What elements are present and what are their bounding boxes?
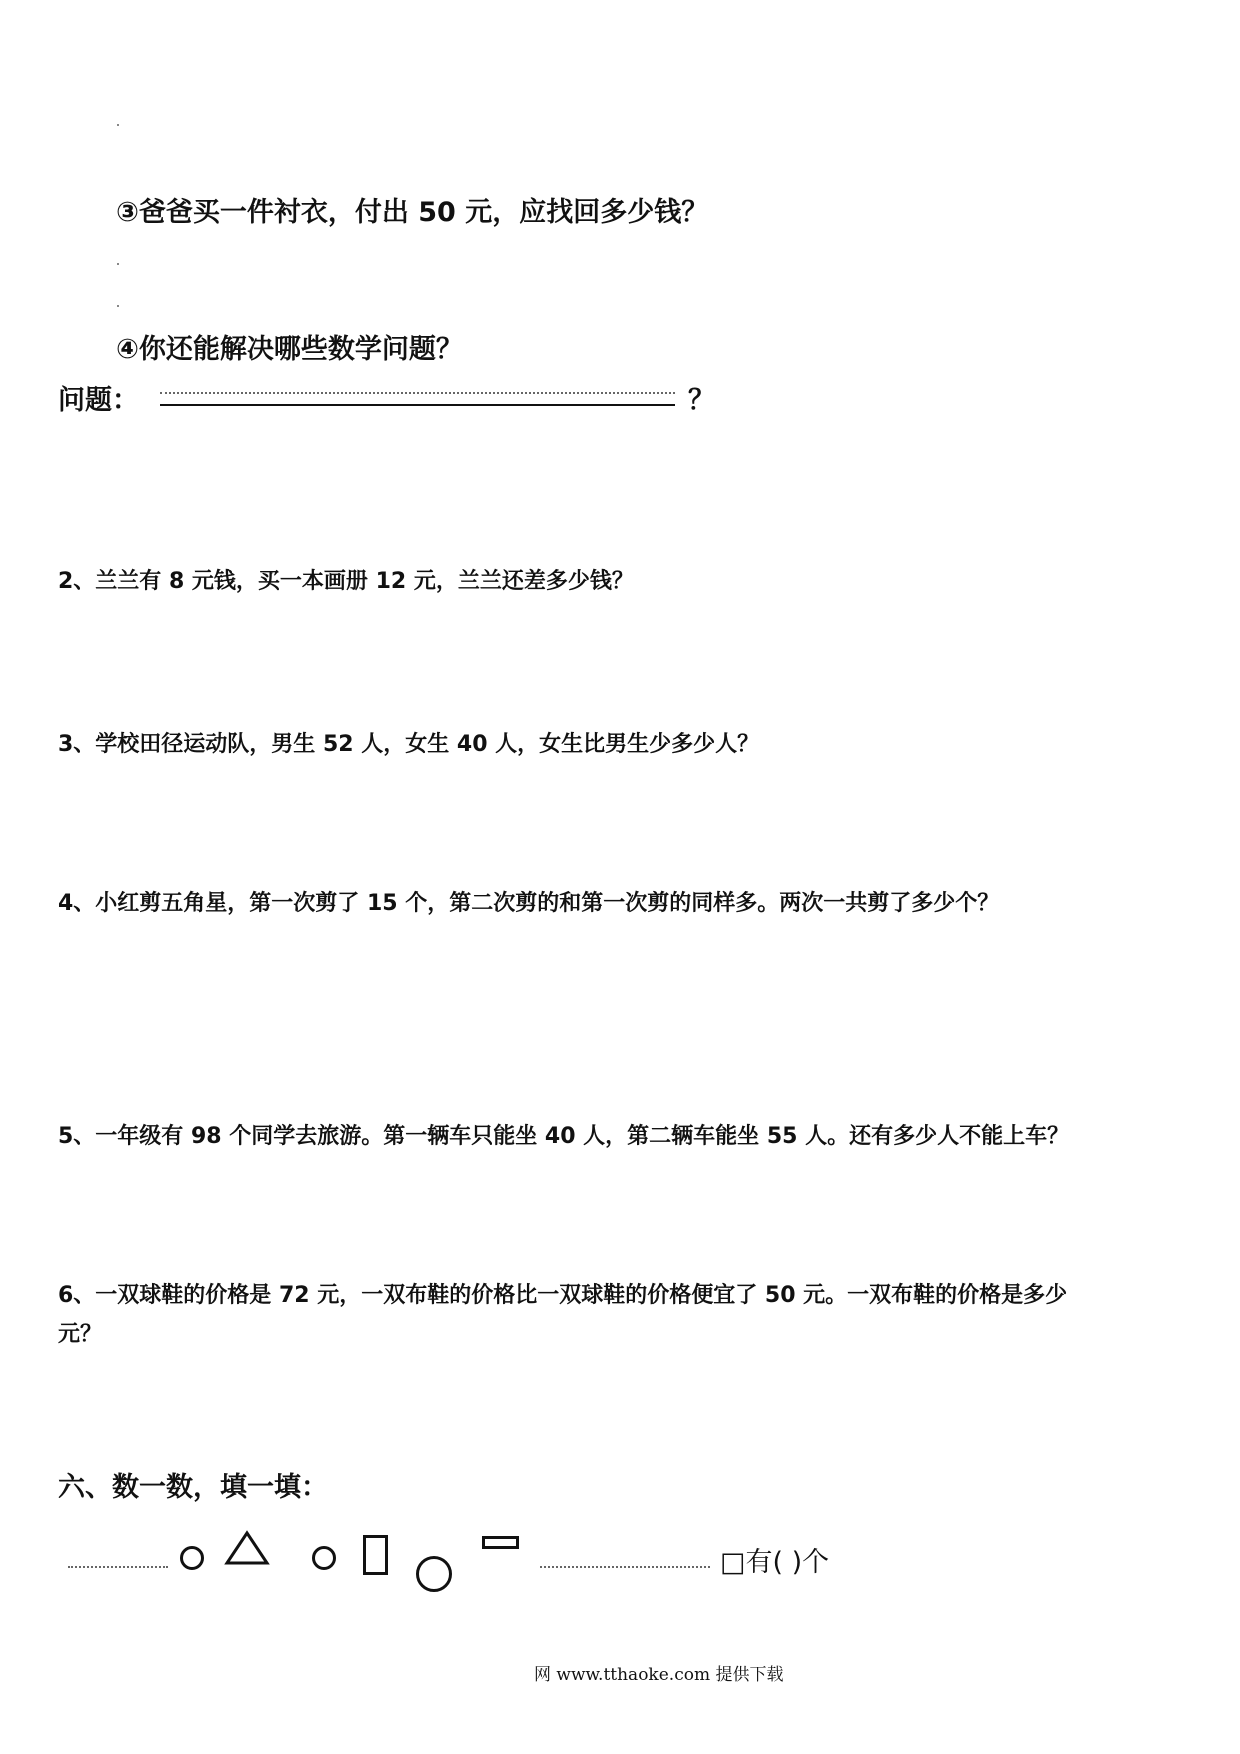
answer-blank[interactable]: [160, 390, 675, 394]
trailing-dots: [540, 1564, 710, 1568]
triangle-shape: [224, 1530, 270, 1566]
problem-4: 4、小红剪五角星，第一次剪了 15 个，第二次剪的和第一次剪的同样多。两次一共剪了多少个？: [58, 891, 1000, 916]
question-end-mark: ？: [688, 385, 715, 416]
section-6-title: 六、数一数，填一填：: [58, 1472, 328, 1503]
small-circle-shape: [312, 1546, 336, 1570]
scan-speck: [117, 305, 119, 307]
small-circle-shape: [180, 1546, 204, 1570]
sub-question-3: ③爸爸买一件衬衣，付出 50 元，应找回多少钱？: [116, 197, 709, 228]
rectangle-shape: [363, 1535, 388, 1575]
problem-5: 5、一年级有 98 个同学去旅游。第一辆车只能坐 40 人，第二辆车能坐 55 人。还有多少人不能上车？: [58, 1124, 1070, 1149]
scan-speck: [117, 263, 119, 265]
problem-6-line-2: 元？: [58, 1322, 103, 1347]
count-fill-blank[interactable]: □有( )个: [720, 1547, 830, 1578]
problem-6-line-1: 6、一双球鞋的价格是 72 元，一双布鞋的价格比一双球鞋的价格便宜了 50 元。一双布鞋的价格是多少: [58, 1283, 1068, 1308]
flat-rectangle-shape: [482, 1536, 519, 1549]
large-circle-shape: [416, 1556, 452, 1592]
question-label: 问题：: [58, 385, 139, 416]
sub-question-4: ④你还能解决哪些数学问题？: [116, 334, 463, 365]
answer-underline: [160, 404, 675, 406]
scan-speck: [117, 124, 119, 126]
footer-text: 网 www.tthaoke.com 提供下载: [534, 1665, 784, 1685]
problem-2: 2、兰兰有 8 元钱，买一本画册 12 元，兰兰还差多少钱？: [58, 569, 634, 594]
leading-dots: [68, 1564, 168, 1568]
problem-3: 3、学校田径运动队，男生 52 人，女生 40 人，女生比男生少多少人？: [58, 732, 760, 757]
